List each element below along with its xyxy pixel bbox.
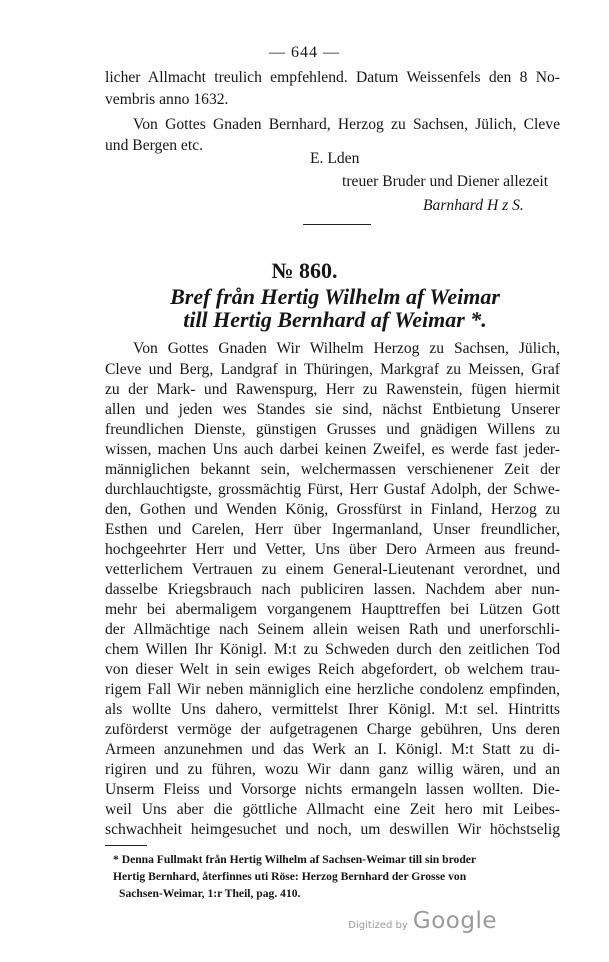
body-line: rigiren und zu führen, wozu Wir dann ganz willig wären, und an [105, 761, 560, 778]
text-line: und Bergen etc. [105, 137, 204, 154]
body-line: Cleve und Berg, Landgraf in Thüringen, Markgraf zu Meissen, Graf [105, 361, 560, 378]
footnote-line: Hertig Bernhard, återfinnes uti Röse: Herzog Bernhard der Grosse von [113, 870, 467, 883]
google-watermark [348, 908, 497, 934]
document-number: № 860. [271, 258, 338, 283]
body-line: schwachheit heimgesuchet und noch, um deswillen Wir höchstselig [105, 821, 560, 838]
body-line: hochgeehrter Herr und Vetter, Uns über Dero Armeen aus freund- [105, 541, 560, 558]
body-line: freundlichen Dienste, günstigen Grusses und gnädigen Willens zu [105, 421, 560, 438]
body-line: vetterlichem Vertrauen zu einem General-Lieutenant verordnet, und [105, 561, 560, 578]
document-title-line: till Hertig Bernhard af Weimar *. [183, 307, 487, 332]
body-line: durchlauchtigste, grossmächtig Fürst, Herr Gustaf Adolph, der Schwe- [105, 481, 560, 498]
body-line: der Allmächtige nach Seinem allein weisen Rath und unerforschli- [105, 621, 560, 638]
signature-name: Barnhard H z S. [423, 197, 524, 214]
body-line: als wollte Uns dahero, vermittelst Ihrer Königl. M:t sel. Hintritts [105, 701, 560, 718]
body-line: den, Gothen und Wenden König, Grossfürst in Finland, Herzog zu [105, 501, 560, 518]
footnote-divider [105, 845, 147, 846]
watermark-prefix: Digitized by [348, 920, 408, 931]
body-line: von dieser Welt in sein ewiges Reich abgefordert, ob welchem trau- [105, 661, 560, 678]
signature-closing: treuer Bruder und Diener allezeit [342, 173, 549, 190]
body-line: zu der Mark- und Rawenspurg, Herr zu Rawenstein, fügen hiermit [105, 381, 560, 398]
body-line: allen und jeden wes Standes sie sind, nächst Entbietung Unserer [105, 401, 560, 418]
document-title-line: Bref från Hertig Wilhelm af Weimar [170, 284, 500, 309]
body-line: Von Gottes Gnaden Wir Wilhelm Herzog zu Sachsen, Jülich, [133, 340, 560, 357]
body-line: männiglichen bekannt sein, welchermassen verschienener Zeit der [105, 461, 560, 478]
section-divider [303, 224, 371, 225]
body-line: rigem Fall Wir neben männiglich eine herzliche condolenz empfinden, [105, 681, 560, 698]
footnote-line: * Denna Fullmakt från Hertig Wilhelm af Sachsen-Weimar till sin broder [113, 853, 477, 866]
body-line: zuförderst vermöge der aufgetragenen Charge gebühren, Uns deren [105, 721, 560, 738]
text-line: licher Allmacht treulich empfehlend. Datum Weissenfels den 8 No- [105, 69, 560, 86]
footnote-line: Sachsen-Weimar, 1:r Theil, pag. 410. [119, 887, 301, 900]
body-line: chem Willen Ihr Königl. M:t zu Schweden durch den zeitlichen Tod [105, 641, 560, 658]
body-line: Esthen und Carelen, Herr über Ingermanland, Unser freundlicher, [105, 521, 560, 538]
body-line: wissen, machen Uns auch darbei keinen Zweifel, es werde fast jeder- [105, 441, 560, 458]
body-line: mehr bei abermaligem vorgangenem Haupttreffen bei Lützen Gott [105, 601, 560, 618]
watermark-brand: Google [412, 908, 497, 934]
page-number: — 644 — [269, 44, 340, 61]
text-line: Von Gottes Gnaden Bernhard, Herzog zu Sachsen, Jülich, Cleve [133, 116, 560, 133]
body-line: Unserm Fleiss und Vorsorge nichts ermangeln lassen wollten. Die- [105, 781, 560, 798]
body-line: weil Uns aber die göttliche Allmacht eine Zeit hero mit Leibes- [105, 801, 560, 818]
text-line: vembris anno 1632. [105, 91, 229, 108]
body-line: dasselbe Kriegsbrauch nach publiciren lassen. Nachdem aber nun- [105, 581, 560, 598]
signature-initial: E. Lden [310, 150, 360, 167]
body-line: Armeen anzunehmen und das Werk an I. Königl. M:t Statt zu di- [105, 741, 560, 758]
